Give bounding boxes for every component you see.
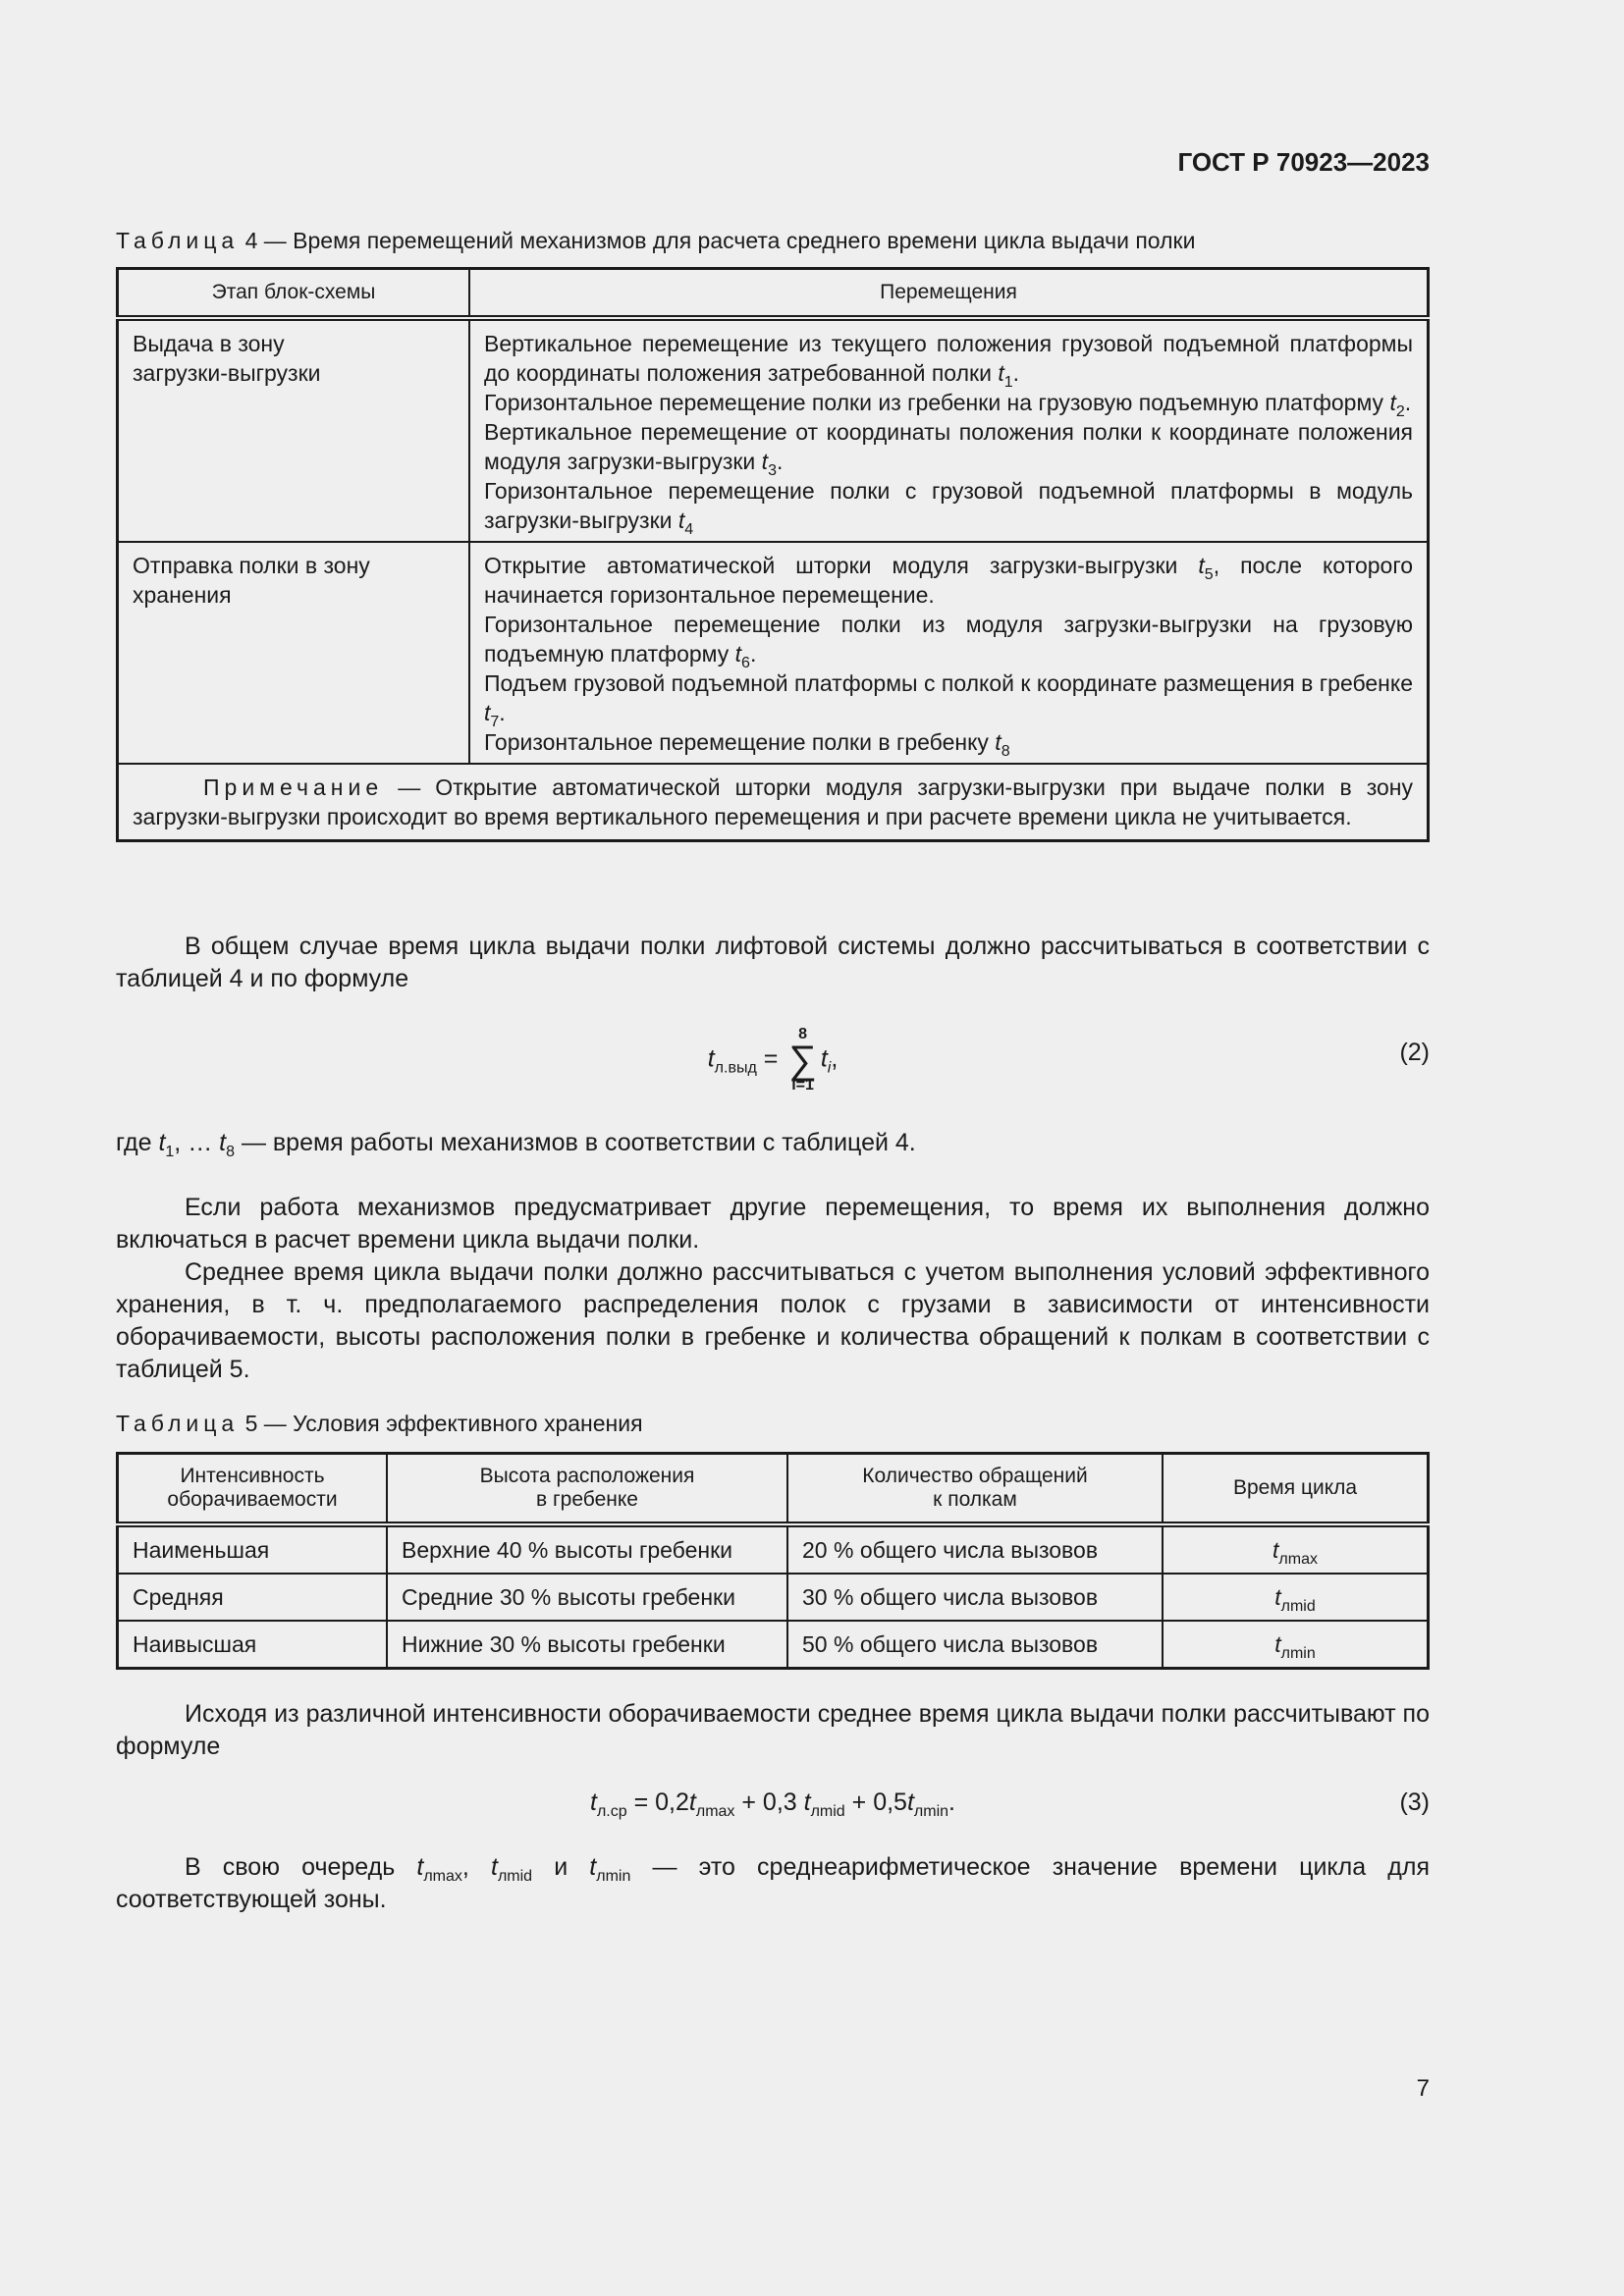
header-line: Интенсивность xyxy=(180,1465,325,1487)
formula-sub: л.выд xyxy=(714,1059,757,1077)
formula-end: , xyxy=(831,1044,839,1073)
formula-number: (2) xyxy=(1399,1039,1430,1066)
move-item xyxy=(484,329,1413,391)
formula-var: t xyxy=(590,1789,597,1816)
height-cell: Верхние 40 % высоты гребенки xyxy=(387,1524,787,1574)
move-text: Вертикальное перемещение из текущего положения грузовой подъемной платформы до координаты положения затребованной полки xyxy=(484,331,1413,386)
where-line xyxy=(116,1127,1430,1159)
where-suffix: — время работы механизмов в соответствии с таблицей 4. xyxy=(235,1129,916,1156)
table4-row xyxy=(118,542,1429,764)
height-cell: Средние 30 % высоты гребенки xyxy=(387,1574,787,1621)
move-end: . xyxy=(749,641,757,667)
where-sub: 1 xyxy=(165,1144,175,1160)
formula-2 xyxy=(116,1027,1430,1094)
where-prefix: где xyxy=(116,1129,159,1156)
where-var: t xyxy=(158,1129,166,1156)
move-text: Горизонтальное перемещение полки с грузовой подъемной платформы в модуль загрузки-выгрузки xyxy=(484,478,1413,533)
where-var: t xyxy=(219,1129,227,1156)
para5-prefix: В свою очередь xyxy=(185,1853,417,1881)
paragraph-2: Если работа механизмов предусматривает другие перемещения, то время их выполнения должно включаться в расчет времени цикла выдачи полки. xyxy=(116,1194,1430,1254)
table4-stage-cell xyxy=(118,542,470,764)
table5-header-row xyxy=(118,1454,1429,1525)
where-mid: , … xyxy=(174,1129,220,1156)
move-item xyxy=(484,727,1413,760)
move-sub: 2 xyxy=(1395,403,1405,420)
note-text: — Открытие автоматической шторки модуля загрузки-выгрузки при выдаче полки в зону загрузки-выгрузки происходит во время вертикального перемещения и при расчете времени цикла не учитывается. xyxy=(133,774,1413,829)
header-line: Время цикла xyxy=(1232,1476,1358,1499)
table5-header-calls xyxy=(787,1454,1163,1525)
move-end: . xyxy=(776,449,784,474)
formula-sub: лmid xyxy=(810,1803,845,1820)
intensity-cell: Средняя xyxy=(118,1574,388,1621)
move-text: Открытие автоматической шторки модуля загрузки-выгрузки xyxy=(484,553,1199,578)
formula-part: + 0,5 xyxy=(844,1789,907,1816)
move-text: Горизонтальное перемещение полки из модуля загрузки-выгрузки на грузовую подъемную платформу xyxy=(484,612,1413,667)
cycle-var: t xyxy=(1274,1630,1281,1657)
formula-var: t xyxy=(820,1044,828,1073)
move-var: t xyxy=(1389,390,1396,415)
sigma-glyph: ∑ xyxy=(788,1039,817,1082)
move-end: , после которого начинается горизонтальное перемещение. xyxy=(484,553,1413,608)
move-end: . xyxy=(1012,360,1019,386)
move-item xyxy=(484,551,1413,610)
table4-header-moves: Перемещения xyxy=(469,269,1429,319)
intensity-cell: Наименьшая xyxy=(118,1524,388,1574)
formula-var: t xyxy=(906,1789,914,1816)
move-sub: 5 xyxy=(1204,566,1214,583)
para5-sub: лmin xyxy=(596,1868,631,1885)
move-item xyxy=(484,388,1413,420)
table-row xyxy=(118,1574,1429,1621)
calls-cell: 50 % общего числа вызовов xyxy=(787,1621,1163,1669)
move-var: t xyxy=(998,360,1004,386)
table-row xyxy=(118,1621,1429,1669)
move-text: Горизонтальное перемещение полки из гребенки на грузовую подъемную платформу xyxy=(484,390,1390,415)
para5-suffix: — это среднеарифметическое значение времени цикла для соответствующей зоны. xyxy=(116,1853,1430,1913)
move-var: t xyxy=(1198,553,1205,578)
table5-header-height xyxy=(387,1454,787,1525)
document-code: ГОСТ Р 70923—2023 xyxy=(1177,147,1430,177)
intensity-cell: Наивысшая xyxy=(118,1621,388,1669)
page-number: 7 xyxy=(1416,2075,1430,2102)
header-line: в гребенке xyxy=(536,1488,638,1511)
move-sub: 6 xyxy=(741,655,750,671)
paragraph-5 xyxy=(116,1851,1430,1916)
header-line: оборачиваемости xyxy=(167,1488,338,1511)
table4-moves-cell xyxy=(469,542,1429,764)
sum-upper-limit: 8 xyxy=(798,1026,807,1042)
para5-sub: лmid xyxy=(497,1868,533,1885)
move-sub: 7 xyxy=(490,714,500,730)
table4-header-stage: Этап блок-схемы xyxy=(118,269,470,319)
header-line: к полкам xyxy=(933,1488,1017,1511)
para5-sub: лmax xyxy=(423,1868,462,1885)
stage-line: хранения xyxy=(133,582,232,608)
table5 xyxy=(116,1452,1430,1670)
move-var: t xyxy=(484,700,491,725)
move-sub: 8 xyxy=(1001,743,1010,760)
formula-var: t xyxy=(803,1789,811,1816)
stage-line: загрузки-выгрузки xyxy=(133,360,321,386)
formula-3 xyxy=(116,1789,1430,1820)
cycle-sub: лmin xyxy=(1280,1644,1316,1662)
where-sub: 8 xyxy=(226,1144,235,1160)
header-line: Количество обращений xyxy=(862,1465,1088,1487)
formula-number: (3) xyxy=(1399,1789,1430,1816)
table4-row xyxy=(118,318,1429,542)
move-text: Вертикальное перемещение от координаты положения полки к координате положения модуля загрузки-выгрузки xyxy=(484,419,1413,474)
calls-cell: 30 % общего числа вызовов xyxy=(787,1574,1163,1621)
table5-header-cycle xyxy=(1163,1454,1429,1525)
cycle-var: t xyxy=(1272,1536,1279,1563)
move-var: t xyxy=(761,449,769,474)
table4 xyxy=(116,267,1430,842)
formula-sub: лmax xyxy=(695,1803,735,1820)
para5-sep: и xyxy=(532,1853,590,1881)
header-line: Высота расположения xyxy=(479,1465,695,1487)
move-sub: 4 xyxy=(684,521,694,538)
move-text: Подъем грузовой подъемной платформы с полкой к координате размещения в гребенке xyxy=(484,670,1413,696)
stage-line: Выдача в зону xyxy=(133,331,285,356)
cycle-cell xyxy=(1163,1574,1429,1621)
formula-end: . xyxy=(948,1789,955,1816)
formula-eq: = xyxy=(763,1044,779,1073)
formula-var: t xyxy=(707,1044,715,1073)
sum-lower-limit: i=1 xyxy=(791,1077,814,1094)
move-item xyxy=(484,476,1413,538)
table4-moves-cell xyxy=(469,318,1429,542)
move-var: t xyxy=(995,729,1001,755)
table4-header-row xyxy=(118,269,1429,319)
formula-part: + 0,3 xyxy=(734,1789,804,1816)
table-row xyxy=(118,1524,1429,1574)
move-item xyxy=(484,417,1413,479)
height-cell: Нижние 30 % высоты гребенки xyxy=(387,1621,787,1669)
document-page xyxy=(116,0,1430,2296)
cycle-var: t xyxy=(1274,1583,1281,1610)
formula-sub: i xyxy=(827,1059,832,1077)
formula-sub: лmin xyxy=(913,1803,949,1820)
move-var: t xyxy=(677,507,685,533)
move-text: Горизонтальное перемещение полки в гребенку xyxy=(484,729,996,755)
paragraph-4: Исходя из различной интенсивности оборачиваемости среднее время цикла выдачи полки рассчитывают по формуле xyxy=(116,1700,1430,1760)
table4-stage-cell xyxy=(118,318,470,542)
move-end: . xyxy=(499,700,506,725)
para5-var: t xyxy=(416,1853,424,1881)
paragraph-1: В общем случае время цикла выдачи полки лифтовой системы должно рассчитываться в соответствии с таблицей 4 и по формуле xyxy=(116,933,1430,992)
move-sub: 3 xyxy=(768,462,777,479)
para5-sep: , xyxy=(461,1853,491,1881)
formula-part: = 0,2 xyxy=(626,1789,689,1816)
table4-label: Таблица xyxy=(116,228,240,253)
calls-cell: 20 % общего числа вызовов xyxy=(787,1524,1163,1574)
table4-caption xyxy=(116,225,1195,256)
table4-note xyxy=(118,764,1429,841)
cycle-sub: лmax xyxy=(1278,1550,1318,1568)
cycle-cell xyxy=(1163,1621,1429,1669)
move-sub: 1 xyxy=(1003,374,1013,391)
para5-var: t xyxy=(589,1853,597,1881)
formula-sub: л.ср xyxy=(596,1803,627,1820)
move-end: . xyxy=(1404,390,1412,415)
table5-label: Таблица xyxy=(116,1411,240,1436)
table4-title: 4 — Время перемещений механизмов для расчета среднего времени цикла выдачи полки xyxy=(244,228,1196,253)
paragraph-3: Среднее время цикла выдачи полки должно рассчитываться с учетом выполнения условий эффективного хранения, в т. ч. предполагаемого распределения полок с грузами в зависимости от интенсивности оборачиваемости, высоты расположения полки в гребенке и количества обращений к полкам в соответствии с таблицей 5. xyxy=(116,1258,1430,1383)
cycle-sub: лmid xyxy=(1280,1597,1316,1615)
table5-header-intensity xyxy=(118,1454,388,1525)
sum-symbol xyxy=(788,1027,817,1094)
move-item xyxy=(484,610,1413,671)
cycle-cell xyxy=(1163,1524,1429,1574)
stage-line: Отправка полки в зону xyxy=(133,553,370,578)
para5-var: t xyxy=(490,1853,498,1881)
note-label: Примечание xyxy=(203,774,384,800)
move-var: t xyxy=(734,641,742,667)
table5-caption xyxy=(116,1408,643,1439)
table5-title: 5 — Условия эффективного хранения xyxy=(244,1411,643,1436)
move-item xyxy=(484,668,1413,730)
formula-var: t xyxy=(688,1789,696,1816)
table4-note-row xyxy=(118,764,1429,841)
